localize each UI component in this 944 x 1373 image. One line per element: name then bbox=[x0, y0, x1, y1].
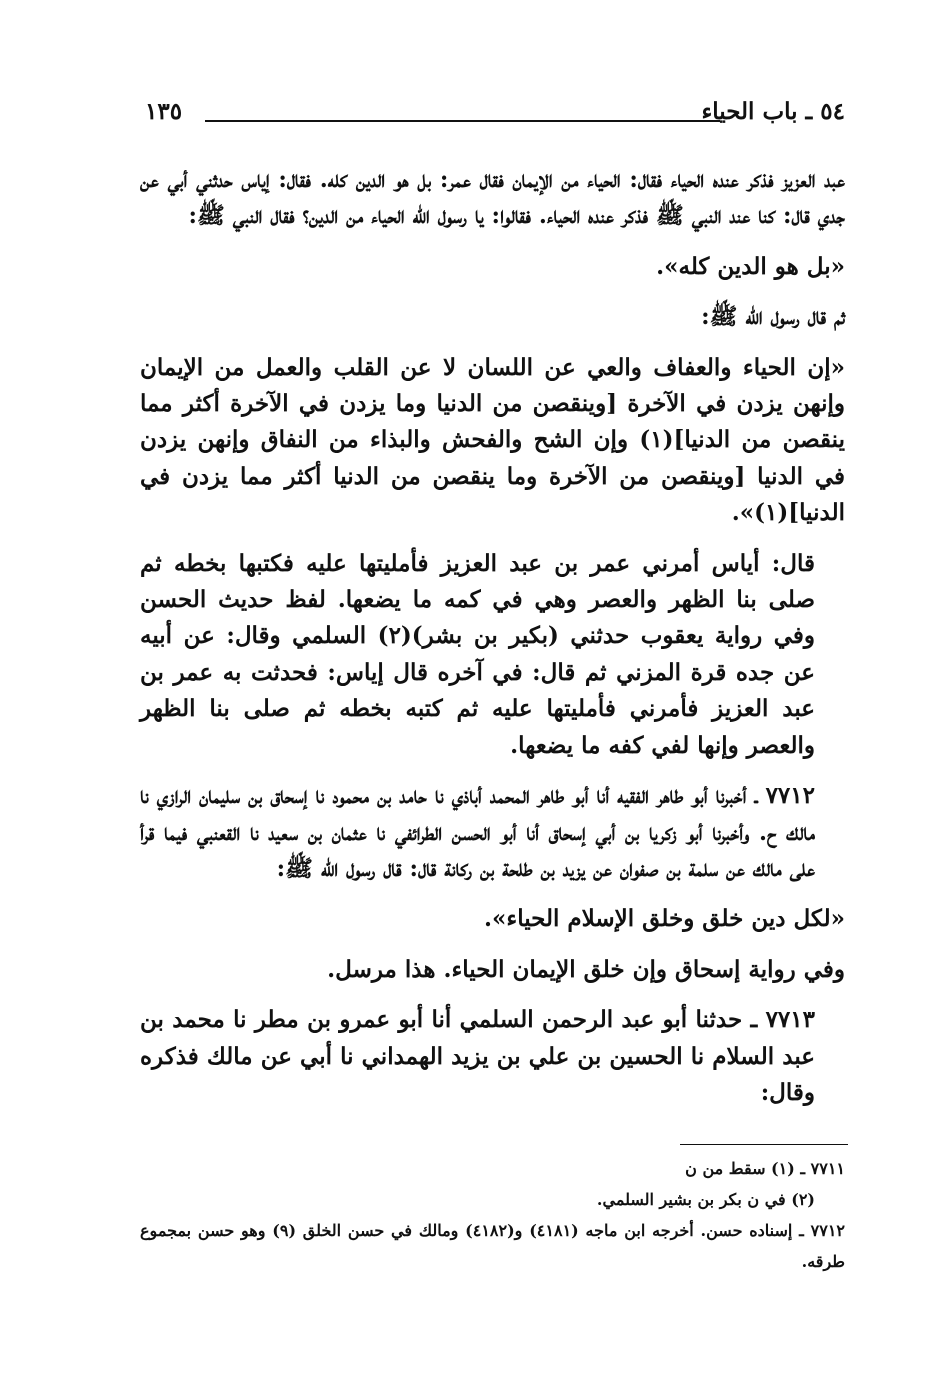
paragraph: عبد العزيز فذكر عنده الحياء فقال: الحياء من الإيمان فقال عمر: بل هو الدين كله. فقال: إياس حدثني أبي عن جدي قال: كنا عند النبي ﷺ فذكر عنده الحياء. فقالوا: يا رسول الله الحياء من الدين؟ فقال النبي ﷺ: bbox=[140, 166, 845, 230]
paragraph: قال: أياس أمرني عمر بن عبد العزيز فأمليتها عليه فكتبها بخطه ثم صلى بنا الظهر والعصر وهي في كمه ما يضعها. لفظ حديث الحسن وفي رواية يعقوب حدثني (بكير بن بشر)(٢) السلمي وقال: عن أبيه عن جده قرة المزني ثم قال: في آخره قال إياس: فحدثت به عمر بن عبد العزيز فأمرني فأمليتها عليه ثم كتبه بخطه ثم صلى بنا الظهر والعصر وإنها لفي كفه ما يضعها. bbox=[140, 549, 815, 759]
main-text bbox=[140, 162, 845, 1111]
paragraph: ٧٧١٢ ـ أخبرنا أبو طاهر الفقيه أنا أبو طاهر المحمد أباذي نا حامد بن محمود نا إسحاق بن سليمان الرازي نا مالك ح. وأخبرنا أبو زكريا بن أبي إسحاق أنا أبو الحسن الطرائفي نا عثمان بن سعيد نا القعنبي فيما قرأ على مالك عن سلمة بن صفوان عن يزيد بن طلحة بن ركانة قال: قال رسول الله ﷺ: bbox=[140, 782, 815, 882]
paragraph: «إن الحياء والعفاف والعي عن اللسان لا عن القلب والعمل من الإيمان وإنهن يزدن في الآخرة [وينقصن من الدنيا وما يزدن في الآخرة أكثر مما ينقصن من الدنيا](١) وإن الشح والفحش والبذاء من النفاق وإنهن يزدن في الدنيا [وينقصن من الآخرة وما ينقصن من الدنيا أكثر مما يزدن في الدنيا](١)». bbox=[140, 353, 846, 527]
chapter-title: ٥٤ ـ باب الحياء bbox=[701, 98, 845, 125]
footnote: ٧٧١٢ ـ إسناده حسن. أخرجه ابن ماجه (٤١٨١) و(٤١٨٢) ومالك في حسن الخلق (٩) وهو حسن بمجموع طرقه. bbox=[140, 1221, 845, 1271]
footnote-rule bbox=[680, 1144, 848, 1145]
page-header bbox=[145, 98, 845, 138]
footnote: (٢) في ن بكر بن بشير السلمي. bbox=[596, 1190, 815, 1209]
paragraph: ثم قال رسول الله ﷺ: bbox=[701, 303, 845, 331]
paragraph: «لكل دين خلق وخلق الإسلام الحياء». bbox=[484, 905, 845, 933]
paragraph: وفي رواية إسحاق وإن خلق الإيمان الحياء. هذا مرسل. bbox=[327, 955, 845, 983]
footnotes bbox=[140, 1153, 845, 1277]
paragraph: «بل هو الدين كله». bbox=[656, 252, 845, 280]
footnote: ٧٧١١ ـ (١) سقط من ن bbox=[685, 1159, 845, 1178]
paragraph: ٧٧١٣ ـ حدثنا أبو عبد الرحمن السلمي أنا أبو عمرو بن مطر نا محمد بن عبد السلام نا الحسين بن علي بن يزيد الهمداني نا أبي عن مالك فذكره وقال: bbox=[140, 1006, 815, 1106]
page-number: ١٣٥ bbox=[145, 98, 183, 125]
header-rule bbox=[205, 120, 720, 122]
